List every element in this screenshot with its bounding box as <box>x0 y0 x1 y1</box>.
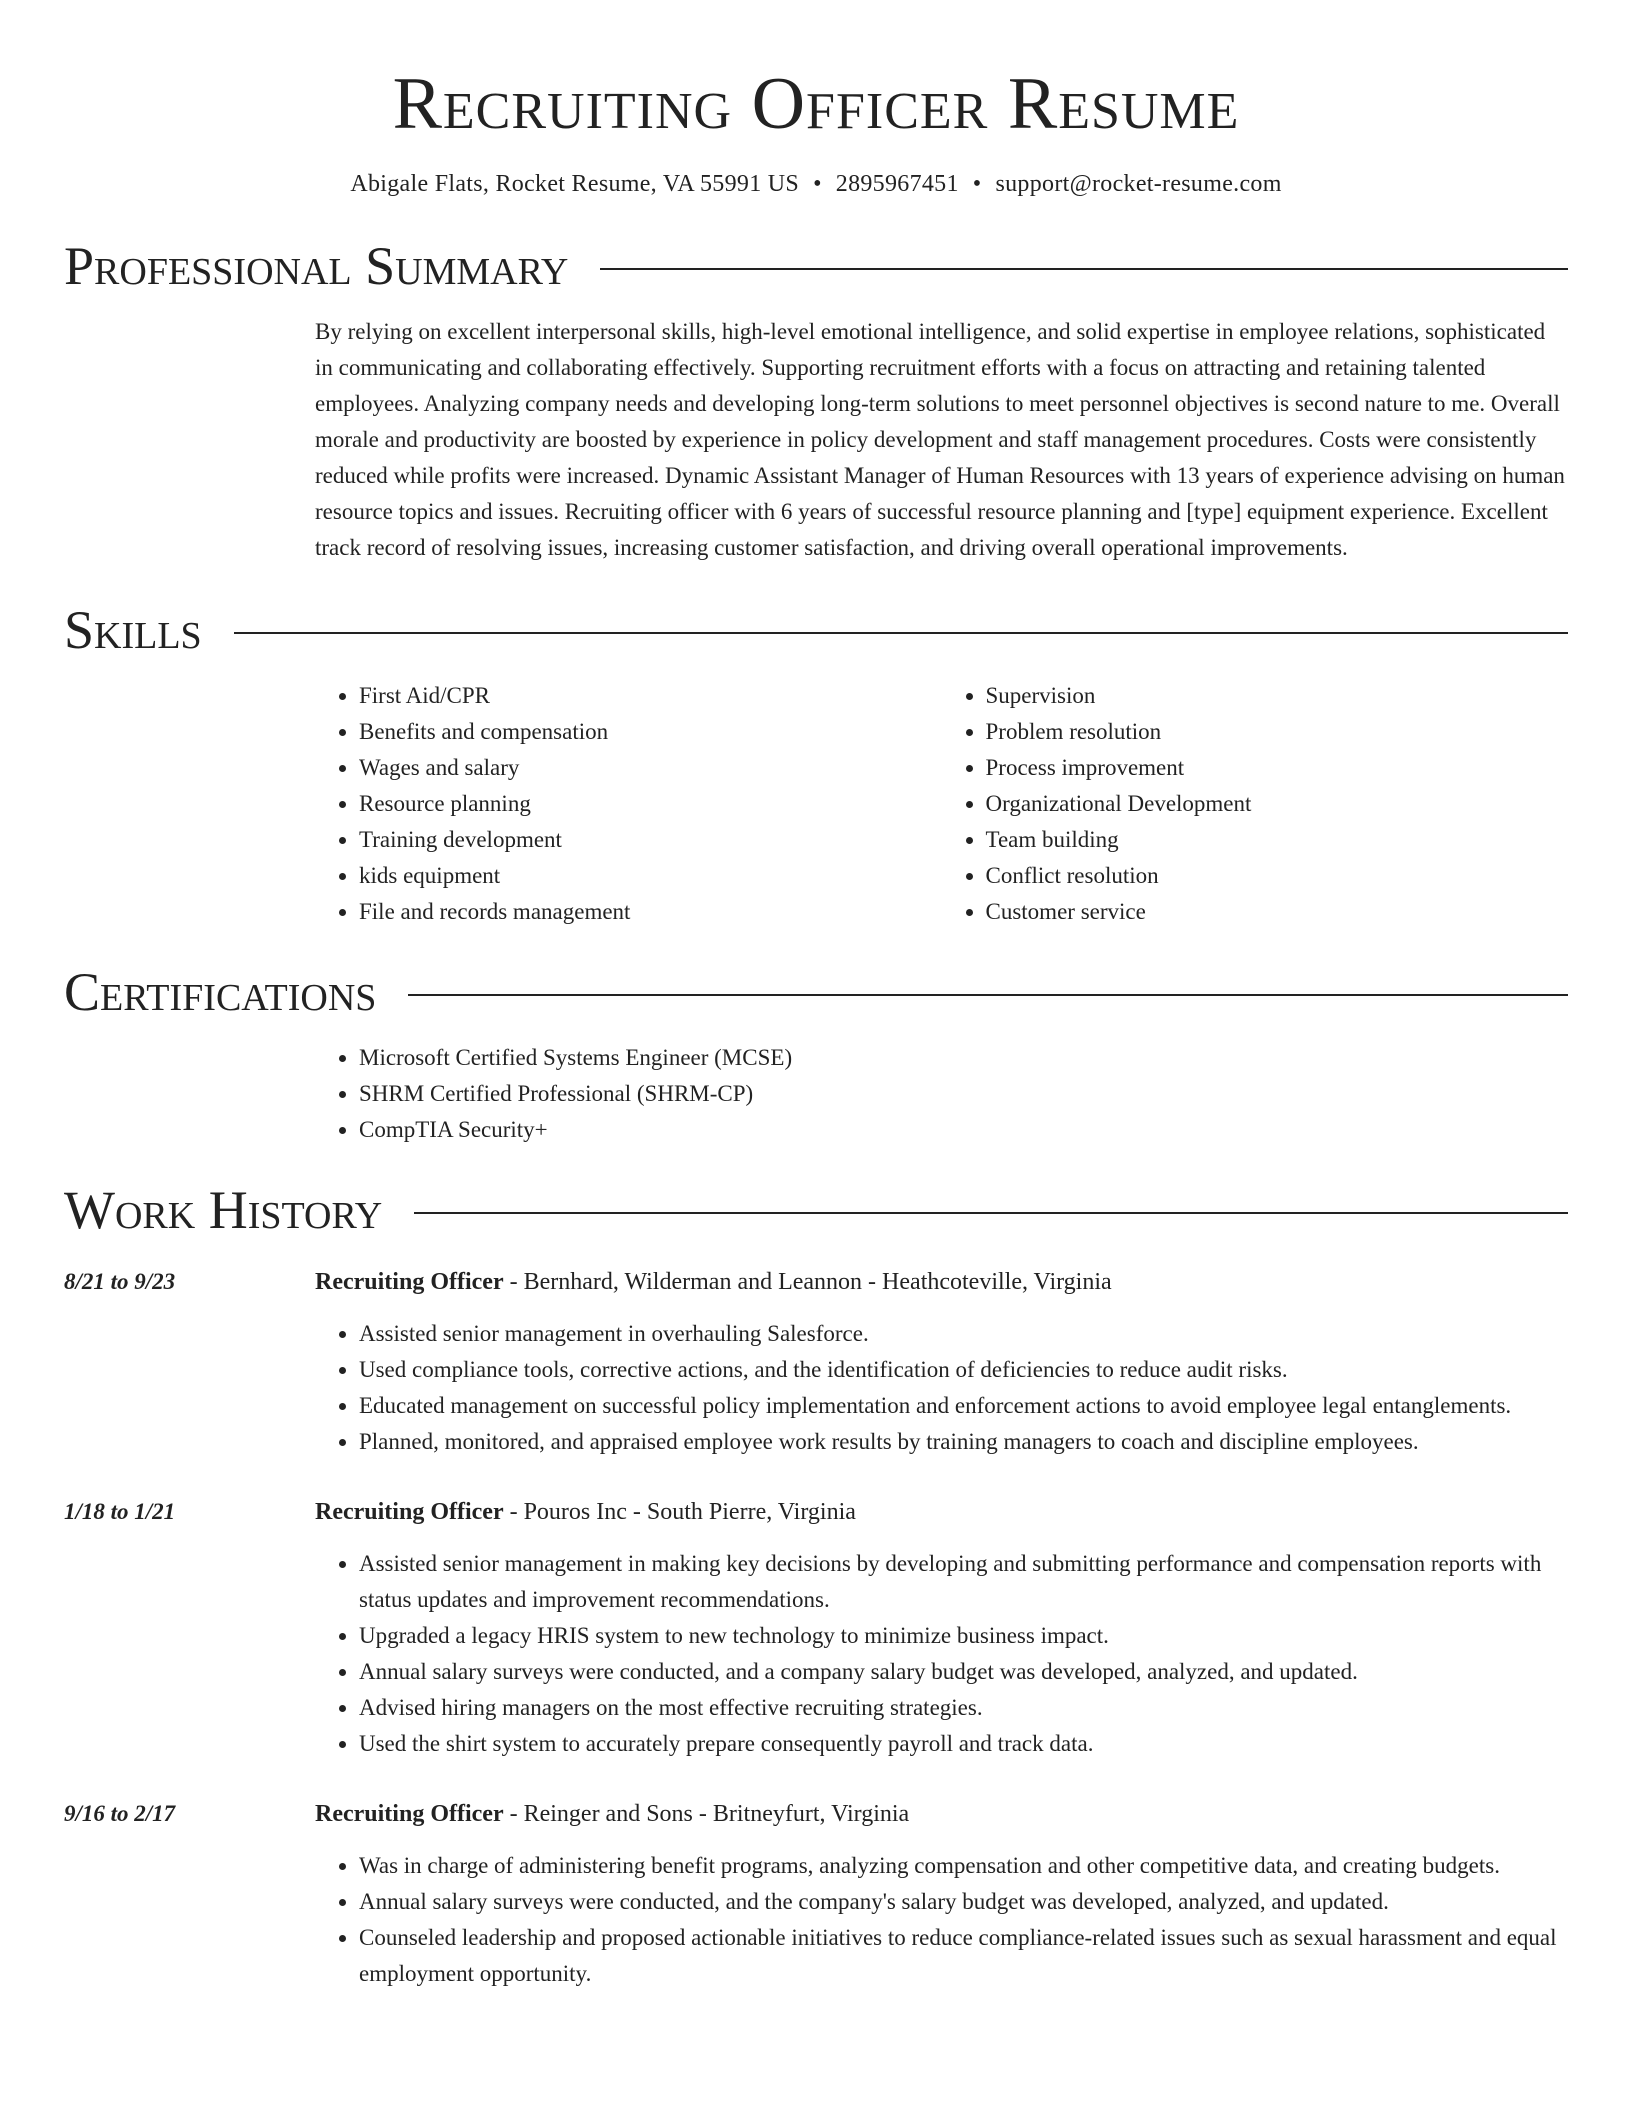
skill-item: • Problem resolution <box>986 714 1569 750</box>
separator-dot: • <box>972 171 982 197</box>
job-heading <box>315 1796 1568 1832</box>
section-divider <box>600 268 1568 270</box>
skills-list-left <box>315 678 942 930</box>
skill-item: • Resource planning <box>359 786 942 822</box>
skill-item: • Conflict resolution <box>986 858 1569 894</box>
job-main <box>315 1264 1568 1460</box>
skill-item: • File and records management <box>359 894 942 930</box>
job-bullet: • Counseled leadership and proposed actionable initiatives to reduce compliance-related issues such as sexual harassment and equal employment opportunity. <box>359 1920 1568 1992</box>
skills-heading: Skills <box>64 600 202 660</box>
job-bullet: • Used compliance tools, corrective actions, and the identification of deficiencies to reduce audit risks. <box>359 1352 1568 1388</box>
contact-phone: 2895967451 <box>835 171 959 197</box>
contact-email: support@rocket-resume.com <box>995 171 1282 197</box>
skill-item: • First Aid/CPR <box>359 678 942 714</box>
skill-item: • Benefits and compensation <box>359 714 942 750</box>
certification-item: • Microsoft Certified Systems Engineer (MCSE) <box>359 1040 1568 1076</box>
certification-item: • CompTIA Security+ <box>359 1112 1568 1148</box>
job-employer: - Pouros Inc - South Pierre, Virginia <box>503 1499 856 1525</box>
job-entry <box>64 1796 1568 1992</box>
job-bullet: • Assisted senior management in overhauling Salesforce. <box>359 1316 1568 1352</box>
job-bullet: • Upgraded a legacy HRIS system to new technology to minimize business impact. <box>359 1618 1568 1654</box>
skill-item: • Organizational Development <box>986 786 1569 822</box>
skill-item: • Customer service <box>986 894 1569 930</box>
job-bullet: • Annual salary surveys were conducted, and a company salary budget was developed, analyzed, and updated. <box>359 1654 1568 1690</box>
job-bullet: • Assisted senior management in making key decisions by developing and submitting performance and compensation reports with status updates and improvement recommendations. <box>359 1546 1568 1618</box>
job-bullets <box>315 1848 1568 1992</box>
certifications-body <box>315 1040 1568 1148</box>
work-history-heading: Work History <box>64 1180 383 1240</box>
skill-item: • Wages and salary <box>359 750 942 786</box>
job-bullet: • Planned, monitored, and appraised employee work results by training managers to coach and discipline employees. <box>359 1424 1568 1460</box>
job-entry <box>64 1264 1568 1460</box>
job-bullet: • Advised hiring managers on the most effective recruiting strategies. <box>359 1690 1568 1726</box>
job-employer: - Bernhard, Wilderman and Leannon - Heathcoteville, Virginia <box>503 1269 1112 1295</box>
job-heading <box>315 1494 1568 1530</box>
skill-item: • Supervision <box>986 678 1569 714</box>
skill-item: • Process improvement <box>986 750 1569 786</box>
job-bullet: • Was in charge of administering benefit programs, analyzing compensation and other competitive data, and creating budgets. <box>359 1848 1568 1884</box>
summary-section-header <box>64 234 1568 298</box>
job-title: Recruiting Officer <box>315 1269 504 1295</box>
summary-heading: Professional Summary <box>64 236 569 296</box>
section-divider <box>234 632 1568 634</box>
job-bullets <box>315 1316 1568 1460</box>
summary-body <box>315 314 1568 566</box>
job-dates: 9/16 to 2/17 <box>64 1801 176 1826</box>
contact-line <box>64 168 1568 200</box>
job-bullet: • Annual salary surveys were conducted, and the company's salary budget was developed, analyzed, and updated. <box>359 1884 1568 1920</box>
contact-address: Abigale Flats, Rocket Resume, VA 55991 US <box>350 171 800 197</box>
certification-item: • SHRM Certified Professional (SHRM-CP) <box>359 1076 1568 1112</box>
job-bullet: • Educated management on successful policy implementation and enforcement actions to avoid employee legal entanglements. <box>359 1388 1568 1424</box>
separator-dot: • <box>813 171 822 197</box>
job-employer: - Reinger and Sons - Britneyfurt, Virginia <box>503 1801 910 1827</box>
job-heading <box>315 1264 1568 1300</box>
job-dates: 1/18 to 1/21 <box>64 1499 176 1524</box>
job-entry <box>64 1494 1568 1762</box>
summary-text: By relying on excellent interpersonal skills, high-level emotional intelligence, and solid expertise in employee relations, sophisticated in communicating and collaborating effectively. Supporting recruitment efforts with a focus on attracting and retaining talented employees. Analyzing company needs and developing long-term solutions to meet personnel objectives is second nature to me. Overall morale and productivity are boosted by experience in policy development and staff management procedures. Costs were consistently reduced while profits were increased. Dynamic Assistant Manager of Human Resources with 13 years of experience advising on human resource topics and issues. Recruiting officer with 6 years of successful resource planning and [type] equipment experience. Excellent track record of resolving issues, increasing customer satisfaction, and driving overall operational improvements. <box>315 319 1565 560</box>
job-bullet: • Used the shirt system to accurately prepare consequently payroll and track data. <box>359 1726 1568 1762</box>
work-history-section-header <box>64 1178 1568 1242</box>
skills-section-header <box>64 598 1568 662</box>
skills-list-right <box>942 678 1569 930</box>
skill-item: • kids equipment <box>359 858 942 894</box>
section-divider <box>408 994 1568 996</box>
certifications-section-header <box>64 960 1568 1024</box>
page-title: Recruiting Officer Resume <box>392 63 1240 145</box>
job-main <box>315 1796 1568 1992</box>
resume-page <box>64 0 1568 1992</box>
job-bullets <box>315 1546 1568 1762</box>
certifications-heading: Certifications <box>64 962 377 1022</box>
job-dates: 8/21 to 9/23 <box>64 1269 176 1294</box>
job-main <box>315 1494 1568 1762</box>
skills-grid <box>315 678 1568 930</box>
skill-item: • Training development <box>359 822 942 858</box>
job-title: Recruiting Officer <box>315 1801 504 1827</box>
certifications-list <box>315 1040 1568 1148</box>
section-divider <box>414 1212 1568 1214</box>
job-title: Recruiting Officer <box>315 1499 504 1525</box>
skill-item: • Team building <box>986 822 1569 858</box>
